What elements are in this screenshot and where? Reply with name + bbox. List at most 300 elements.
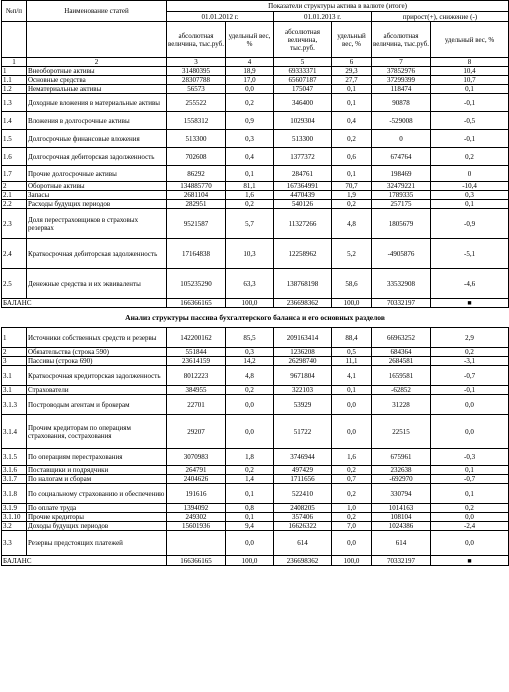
abs-change: -529008 [372,112,431,130]
asset-row [2,148,509,166]
row-name: Доходы будущих периодов [27,522,167,531]
row-name: Построводым агентам и брокерам [27,395,167,415]
liability-row [2,415,509,449]
abs-2012: 56573 [167,85,226,94]
col-num: 5 [274,58,332,67]
liability-row [2,556,509,566]
share-2012: 0,1 [226,166,274,182]
liability-row [2,395,509,415]
share-change: -0,3 [431,449,509,466]
abs-change: 31228 [372,395,431,415]
abs-change: 684364 [372,348,431,357]
row-number: 1.7 [2,166,27,182]
share-change: 0,2 [431,504,509,513]
row-name: Оборотные активы [27,182,167,191]
share-2013: 0,6 [332,148,372,166]
abs-2013: 540126 [274,200,332,209]
row-number: 1 [2,328,27,348]
share-header: удельный вес, % [431,22,509,58]
share-change: 0,1 [431,484,509,504]
abs-2013: 175047 [274,85,332,94]
share-2013: 0,2 [332,513,372,522]
blank-cell [27,22,167,58]
row-name: Источники собственных средств и резервы [27,328,167,348]
abs-2012: 1558312 [167,112,226,130]
share-2013: 1,9 [332,191,372,200]
liability-row [2,328,509,348]
row-name: Поставщики и подрядчики [27,466,167,475]
asset-row [2,94,509,112]
abs-2012: 166366165 [167,556,226,566]
share-2013: 0,5 [332,348,372,357]
share-2013: 27,7 [332,76,372,85]
share-change: -3,1 [431,357,509,366]
liability-row [2,386,509,395]
share-2013: 1,0 [332,504,372,513]
share-2012: 0,2 [226,386,274,395]
abs-2012: 2681104 [167,191,226,200]
share-2012: 0,2 [226,466,274,475]
share-2013: 0,2 [332,130,372,148]
share-2012: 14,2 [226,357,274,366]
share-2012: 0,2 [226,200,274,209]
abs-2012: 2404626 [167,475,226,484]
row-name: По операциям перестрахования [27,449,167,466]
abs-change: 70332197 [372,299,431,308]
liability-row [2,513,509,522]
asset-row [2,299,509,308]
abs-2013: 236698362 [274,556,332,566]
share-2012: 100,0 [226,556,274,566]
abs-2013: 12258962 [274,239,332,269]
share-2013: 0,0 [332,395,372,415]
abs-2012: 9521587 [167,209,226,239]
share-change: 0,0 [431,415,509,449]
liability-row [2,504,509,513]
share-change: 0,1 [431,85,509,94]
share-2012: 0,0 [226,395,274,415]
share-change: ■ [431,556,509,566]
abs-2013: 322103 [274,386,332,395]
asset-row [2,67,509,76]
col-num: 4 [226,58,274,67]
share-2013: 0,0 [332,531,372,556]
row-number: 2.1 [2,191,27,200]
share-2012: 17,0 [226,76,274,85]
col-num: 3 [167,58,226,67]
row-number: 3.1.8 [2,484,27,504]
share-2013: 0,1 [332,166,372,182]
share-header: удельный вес, % [226,22,274,58]
abs-2013: 4470439 [274,191,332,200]
row-number: 1.1 [2,76,27,85]
abs-2012: 3070983 [167,449,226,466]
share-2013: 88,4 [332,328,372,348]
abs-2012: 22701 [167,395,226,415]
row-number: 3.1 [2,366,27,386]
abs-2013: 497429 [274,466,332,475]
share-2013: 0,1 [332,85,372,94]
share-change: 0,0 [431,513,509,522]
share-2013: 4,8 [332,209,372,239]
abs-2013: 284761 [274,166,332,182]
row-name: Пассивы (строка 690) [27,357,167,366]
abs-2013: 209163414 [274,328,332,348]
abs-change: -692970 [372,475,431,484]
row-name: Долгосрочная дебиторская задолженность [27,148,167,166]
share-2013: 0,7 [332,475,372,484]
abs-change: -62852 [372,386,431,395]
abs-2012: 191616 [167,484,226,504]
abs-change: 1024386 [372,522,431,531]
liability-row [2,475,509,484]
asset-row [2,269,509,299]
abs-2013: 513300 [274,130,332,148]
abs-change: 22515 [372,415,431,449]
abs-2013: 614 [274,531,332,556]
col-num: 1 [2,58,27,67]
share-change: -0,1 [431,130,509,148]
abs-change: 1805679 [372,209,431,239]
row-name: Прочие долгосрочные активы [27,166,167,182]
row-name: Страхователи [27,386,167,395]
row-name: Вложения в долгосрочные активы [27,112,167,130]
share-change: -0,9 [431,209,509,239]
abs-header: абсолютная величина, тыс.руб. [167,22,226,58]
asset-row [2,166,509,182]
share-change: 0,2 [431,148,509,166]
asset-row [2,112,509,130]
share-2013: 100,0 [332,556,372,566]
row-number: 1.5 [2,130,27,148]
abs-change: 33532908 [372,269,431,299]
row-number: 3.1 [2,386,27,395]
share-2012: 85,5 [226,328,274,348]
abs-2012: 134885770 [167,182,226,191]
share-2013: 70,7 [332,182,372,191]
abs-change: 108104 [372,513,431,522]
abs-change: 1659581 [372,366,431,386]
liability-row [2,348,509,357]
share-change: 0,1 [431,466,509,475]
abs-change: 1789335 [372,191,431,200]
abs-2013: 138768198 [274,269,332,299]
share-change: -10,4 [431,182,509,191]
date2-header: 01.01.2013 г. [274,12,372,22]
share-2013: 7,0 [332,522,372,531]
row-number: 1.3 [2,94,27,112]
abs-2013: 16626322 [274,522,332,531]
abs-2013: 522410 [274,484,332,504]
liability-row [2,531,509,556]
abs-change: 2684581 [372,357,431,366]
abs-2013: 2408205 [274,504,332,513]
liability-row [2,484,509,504]
abs-2012 [167,531,226,556]
abs-change: 118474 [372,85,431,94]
share-2013: 0,1 [332,94,372,112]
abs-2012: 86292 [167,166,226,182]
col-name-header: Наименование статей [27,1,167,22]
abs-2013: 11327266 [274,209,332,239]
abs-change: 70332197 [372,556,431,566]
abs-2013: 65607187 [274,76,332,85]
share-change: -0,7 [431,475,509,484]
asset-row [2,209,509,239]
abs-change: 37299399 [372,76,431,85]
abs-2013: 51722 [274,415,332,449]
abs-change: 0 [372,130,431,148]
share-2012: 0,3 [226,130,274,148]
abs-change: 198469 [372,166,431,182]
share-2012: 0,8 [226,504,274,513]
share-change: 2,9 [431,328,509,348]
share-2012: 81,1 [226,182,274,191]
share-2013: 4,1 [332,366,372,386]
liability-row [2,449,509,466]
table-body [2,1,509,566]
share-2012: 4,8 [226,366,274,386]
row-number: 1.6 [2,148,27,166]
abs-2012: 15601936 [167,522,226,531]
share-change: 0,2 [431,348,509,357]
share-2013: 1,6 [332,449,372,466]
share-2012: 0,0 [226,85,274,94]
share-header: удельный вес, % [332,22,372,58]
share-2012: 5,7 [226,209,274,239]
share-2012: 9,4 [226,522,274,531]
abs-2012: 264791 [167,466,226,475]
abs-2013: 53929 [274,395,332,415]
liability-row [2,466,509,475]
row-name: Обязательства (строка 590) [27,348,167,357]
share-2013: 11,1 [332,357,372,366]
balance-total-label: БАЛАНС [2,299,167,308]
share-2012: 1,4 [226,475,274,484]
share-2012: 0,0 [226,531,274,556]
abs-2013: 346400 [274,94,332,112]
abs-change: 66963252 [372,328,431,348]
asset-row [2,200,509,209]
row-number: 2 [2,348,27,357]
row-name: Прочим кредиторам по операциям страхования, сострахования [27,415,167,449]
row-name: По оплате труда [27,504,167,513]
abs-2012: 702608 [167,148,226,166]
liability-row [2,522,509,531]
share-2013: 0,1 [332,386,372,395]
share-2013: 0,4 [332,112,372,130]
share-change: -0,1 [431,386,509,395]
abs-2013: 357406 [274,513,332,522]
abs-change: 675961 [372,449,431,466]
abs-2013: 1711656 [274,475,332,484]
abs-2012: 1394092 [167,504,226,513]
abs-2012: 249302 [167,513,226,522]
asset-row [2,182,509,191]
row-name: Доля перестраховщиков в страховых резервах [27,209,167,239]
abs-2013: 26298740 [274,357,332,366]
col-num: 2 [27,58,167,67]
abs-change: 614 [372,531,431,556]
share-2012: 1,6 [226,191,274,200]
row-name: Внеоборотные активы [27,67,167,76]
abs-2013: 1029304 [274,112,332,130]
asset-row [2,191,509,200]
share-change: 10,7 [431,76,509,85]
row-name: Доходные вложения в материальные активы [27,94,167,112]
share-2013: 58,6 [332,269,372,299]
share-2012: 1,8 [226,449,274,466]
abs-2012: 31480395 [167,67,226,76]
abs-2013: 69333371 [274,67,332,76]
abs-change: 674764 [372,148,431,166]
row-name: По социальному страхованию и обеспечению [27,484,167,504]
share-2012: 0,4 [226,148,274,166]
abs-change: -4905876 [372,239,431,269]
share-change: ■ [431,299,509,308]
column-number-row [2,58,509,67]
share-change: -0,7 [431,366,509,386]
abs-change: 257175 [372,200,431,209]
row-number: 3.1.4 [2,415,27,449]
change-header: прирост(+), снижение (-) [372,12,509,22]
share-change: -0,1 [431,94,509,112]
asset-row [2,85,509,94]
share-2012: 0,9 [226,112,274,130]
share-change: 0 [431,166,509,182]
date1-header: 01.01.2012 г. [167,12,274,22]
abs-change: 330794 [372,484,431,504]
row-number: 2.5 [2,269,27,299]
row-number: 1.2 [2,85,27,94]
abs-2012: 255522 [167,94,226,112]
abs-2012: 142200162 [167,328,226,348]
abs-2012: 17164838 [167,239,226,269]
abs-2012: 8012223 [167,366,226,386]
row-number: 3.1.9 [2,504,27,513]
row-number: 1.4 [2,112,27,130]
row-number: 3.3 [2,531,27,556]
share-change: -0,5 [431,112,509,130]
abs-change: 90878 [372,94,431,112]
balance-table [1,0,509,566]
share-2012: 18,9 [226,67,274,76]
row-name: Краткосрочная дебиторская задолженность [27,239,167,269]
section-title: Анализ структуры пассива бухгалтерского баланса и его основных разделов [2,308,509,328]
abs-header: абсолютная величина, тыс.руб. [372,22,431,58]
share-2012: 0,1 [226,484,274,504]
share-2013: 5,2 [332,239,372,269]
share-change: 0,3 [431,191,509,200]
share-2012: 10,3 [226,239,274,269]
asset-row [2,239,509,269]
row-name: Расходы будущих периодов [27,200,167,209]
row-number: 1 [2,67,27,76]
abs-2012: 384955 [167,386,226,395]
row-name: Нематериальные активы [27,85,167,94]
col-num: 8 [431,58,509,67]
abs-2012: 513300 [167,130,226,148]
abs-2012: 166366165 [167,299,226,308]
asset-row [2,76,509,85]
abs-2013: 3746944 [274,449,332,466]
row-name: Прочие кредиторы [27,513,167,522]
share-change: -5,1 [431,239,509,269]
share-2012: 0,1 [226,513,274,522]
col-num: 6 [332,58,372,67]
share-change: -2,4 [431,522,509,531]
share-2012: 0,3 [226,348,274,357]
abs-2012: 551844 [167,348,226,357]
row-name: По налогам и сборам [27,475,167,484]
abs-change: 32479221 [372,182,431,191]
share-2012: 0,0 [226,415,274,449]
row-name: Денежные средства и их эквиваленты [27,269,167,299]
share-2013: 0,2 [332,484,372,504]
share-change: 0,0 [431,395,509,415]
row-number: 2 [2,182,27,191]
col-no-header: №п/п [2,1,27,22]
share-2013: 0,0 [332,415,372,449]
row-number: 2.4 [2,239,27,269]
row-number: 2.2 [2,200,27,209]
abs-2012: 105235290 [167,269,226,299]
abs-2013: 1377372 [274,148,332,166]
share-2012: 100,0 [226,299,274,308]
abs-change: 1014163 [372,504,431,513]
row-number: 3.1.5 [2,449,27,466]
balance-total-label: БАЛАНС [2,556,167,566]
group-header: Показатели структуры актива в валюте (итоге) [167,1,509,12]
share-2013: 0,2 [332,200,372,209]
abs-2012: 23614159 [167,357,226,366]
abs-2012: 282951 [167,200,226,209]
liability-row [2,366,509,386]
abs-2012: 29207 [167,415,226,449]
abs-change: 232638 [372,466,431,475]
share-change: 10,4 [431,67,509,76]
share-2012: 0,2 [226,94,274,112]
abs-2013: 167364991 [274,182,332,191]
section-title-row [2,308,509,328]
abs-2013: 1236208 [274,348,332,357]
row-number: 3.1.6 [2,466,27,475]
abs-2013: 236698362 [274,299,332,308]
row-number: 3.1.10 [2,513,27,522]
row-name: Долгосрочные финансовые вложения [27,130,167,148]
share-change: -4,6 [431,269,509,299]
row-name: Запасы [27,191,167,200]
row-name: Краткосрочная кредиторская задолженность [27,366,167,386]
asset-row [2,130,509,148]
row-name: Основные средства [27,76,167,85]
share-change: 0,1 [431,200,509,209]
abs-header: абсолютная величина, тыс.руб. [274,22,332,58]
share-2013: 100,0 [332,299,372,308]
row-number: 3.2 [2,522,27,531]
share-2013: 29,3 [332,67,372,76]
row-name: Резервы предстоящих платежей [27,531,167,556]
share-change: 0,0 [431,531,509,556]
row-number: 3.1.7 [2,475,27,484]
row-number: 3 [2,357,27,366]
share-2012: 63,3 [226,269,274,299]
col-num: 7 [372,58,431,67]
blank-cell [2,22,27,58]
abs-2013: 9671804 [274,366,332,386]
share-2013: 0,2 [332,466,372,475]
liability-row [2,357,509,366]
